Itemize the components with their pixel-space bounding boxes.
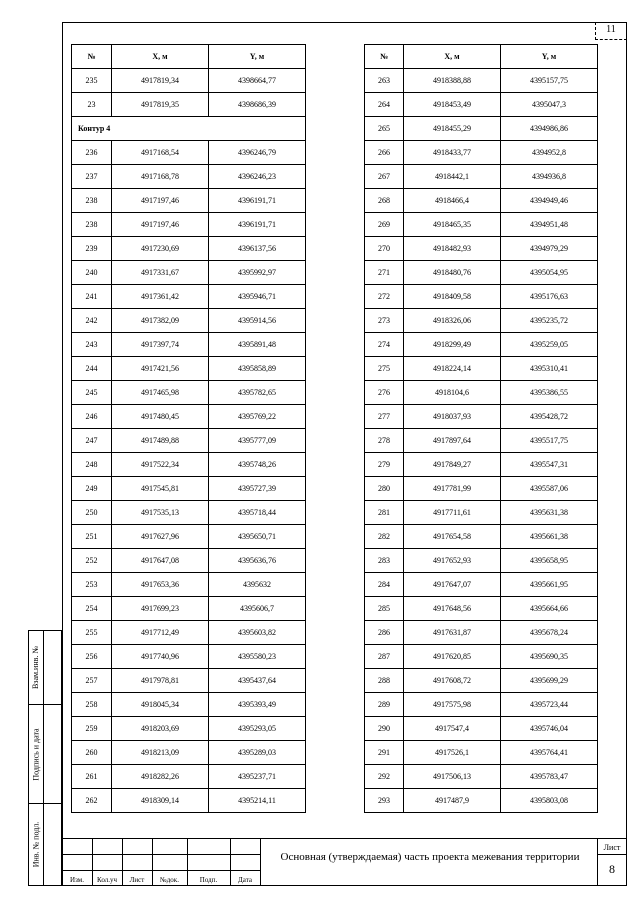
point-number: 251 xyxy=(72,525,112,549)
point-number: 247 xyxy=(72,429,112,453)
coord-x: 4918104,6 xyxy=(404,381,501,405)
side-label-inventory: Инв. № подл. xyxy=(31,821,41,868)
coord-y: 4395587,06 xyxy=(501,477,598,501)
table-row xyxy=(365,501,598,525)
coord-y: 4395517,75 xyxy=(501,429,598,453)
table-row xyxy=(365,573,598,597)
sheet-number: 8 xyxy=(609,862,615,876)
point-number: 242 xyxy=(72,309,112,333)
coord-x: 4918466,4 xyxy=(404,189,501,213)
point-number: 258 xyxy=(72,693,112,717)
sheet-label: Лист xyxy=(603,843,621,852)
coord-x: 4918037,93 xyxy=(404,405,501,429)
coord-x: 4917652,93 xyxy=(404,549,501,573)
point-number: 255 xyxy=(72,621,112,645)
page-number: 11 xyxy=(595,22,627,40)
table-row xyxy=(365,381,598,405)
coord-y: 4395237,71 xyxy=(209,765,306,789)
coord-y: 4395664,66 xyxy=(501,597,598,621)
point-number: 277 xyxy=(365,405,404,429)
table-row xyxy=(72,453,306,477)
coord-x: 4917648,56 xyxy=(404,597,501,621)
table-row xyxy=(72,309,306,333)
coord-x: 4918482,93 xyxy=(404,237,501,261)
point-number: 288 xyxy=(365,669,404,693)
coord-x: 4918224,14 xyxy=(404,357,501,381)
coord-x: 4917168,78 xyxy=(112,165,209,189)
table-row xyxy=(365,453,598,477)
coord-y: 4395157,75 xyxy=(501,69,598,93)
coord-x: 4917421,56 xyxy=(112,357,209,381)
coord-y: 4395176,63 xyxy=(501,285,598,309)
coord-x: 4917526,1 xyxy=(404,741,501,765)
table-row xyxy=(365,285,598,309)
coord-y: 4396191,71 xyxy=(209,213,306,237)
coord-y: 4395214,11 xyxy=(209,789,306,813)
coord-y: 4395650,71 xyxy=(209,525,306,549)
point-number: 263 xyxy=(365,69,404,93)
table-row xyxy=(72,285,306,309)
coord-y: 4395946,71 xyxy=(209,285,306,309)
table-row xyxy=(72,333,306,357)
coord-y: 4394951,48 xyxy=(501,213,598,237)
table-row xyxy=(72,69,306,93)
table-row xyxy=(365,693,598,717)
table-row xyxy=(365,213,598,237)
coord-x: 4917361,42 xyxy=(112,285,209,309)
coord-x: 4917197,46 xyxy=(112,189,209,213)
coord-x: 4917897,64 xyxy=(404,429,501,453)
coord-y: 4395914,56 xyxy=(209,309,306,333)
point-number: 243 xyxy=(72,333,112,357)
coord-y: 4395289,03 xyxy=(209,741,306,765)
coord-x: 4918455,29 xyxy=(404,117,501,141)
table-row xyxy=(72,621,306,645)
point-number: 260 xyxy=(72,741,112,765)
coord-y: 4395746,04 xyxy=(501,717,598,741)
coord-y: 4395580,23 xyxy=(209,645,306,669)
table-row xyxy=(72,405,306,429)
point-number: 272 xyxy=(365,285,404,309)
table-row xyxy=(72,141,306,165)
point-number: 246 xyxy=(72,405,112,429)
point-number: 244 xyxy=(72,357,112,381)
coord-x: 4917487,9 xyxy=(404,789,501,813)
coord-x: 4918045,34 xyxy=(112,693,209,717)
coord-x: 4917653,36 xyxy=(112,573,209,597)
table-row xyxy=(72,765,306,789)
coord-x: 4918433,77 xyxy=(404,141,501,165)
coord-x: 4917331,67 xyxy=(112,261,209,285)
point-number: 235 xyxy=(72,69,112,93)
point-number: 280 xyxy=(365,477,404,501)
point-number: 289 xyxy=(365,693,404,717)
table-row xyxy=(365,261,598,285)
table-row xyxy=(72,189,306,213)
header-x: X, м xyxy=(112,45,209,69)
coord-y: 4395769,22 xyxy=(209,405,306,429)
coord-y: 4395393,49 xyxy=(209,693,306,717)
point-number: 264 xyxy=(365,93,404,117)
point-number: 287 xyxy=(365,645,404,669)
point-number: 267 xyxy=(365,165,404,189)
table-row xyxy=(72,165,306,189)
coord-x: 4917631,87 xyxy=(404,621,501,645)
coord-y: 4395764,41 xyxy=(501,741,598,765)
side-stamp xyxy=(28,630,62,886)
coord-x: 4917608,72 xyxy=(404,669,501,693)
coord-y: 4395718,44 xyxy=(209,501,306,525)
coord-y: 4394936,8 xyxy=(501,165,598,189)
coord-y: 4395054,95 xyxy=(501,261,598,285)
coord-y: 4395858,89 xyxy=(209,357,306,381)
coord-y: 4395047,3 xyxy=(501,93,598,117)
coord-y: 4395606,7 xyxy=(209,597,306,621)
point-number: 293 xyxy=(365,789,404,813)
coordinates-table-left xyxy=(71,44,306,813)
stamp-col-count: Кол.уч xyxy=(97,876,117,884)
table-row xyxy=(72,693,306,717)
point-number: 292 xyxy=(365,765,404,789)
table-row xyxy=(72,381,306,405)
coord-y: 4395658,95 xyxy=(501,549,598,573)
point-number: 252 xyxy=(72,549,112,573)
table-row xyxy=(72,261,306,285)
coord-y: 4395293,05 xyxy=(209,717,306,741)
table-row xyxy=(365,69,598,93)
table-row xyxy=(72,237,306,261)
point-number: 282 xyxy=(365,525,404,549)
point-number: 262 xyxy=(72,789,112,813)
side-cell-inventory xyxy=(28,803,62,886)
coord-x: 4918299,49 xyxy=(404,333,501,357)
side-label-signature: Подпись и дата xyxy=(31,727,41,781)
table-row xyxy=(365,429,598,453)
coord-x: 4917711,61 xyxy=(404,501,501,525)
coord-y: 4396191,71 xyxy=(209,189,306,213)
coord-y: 4396137,56 xyxy=(209,237,306,261)
table-row xyxy=(365,789,598,813)
coord-x: 4917781,99 xyxy=(404,477,501,501)
coord-y: 4395678,24 xyxy=(501,621,598,645)
coord-x: 4917699,23 xyxy=(112,597,209,621)
point-number: 245 xyxy=(72,381,112,405)
coord-y: 4398686,39 xyxy=(209,93,306,117)
coord-x: 4917522,34 xyxy=(112,453,209,477)
side-cell-signature xyxy=(28,704,62,804)
table-row xyxy=(72,549,306,573)
point-number: 281 xyxy=(365,501,404,525)
coord-y: 4395690,35 xyxy=(501,645,598,669)
coord-y: 4395428,72 xyxy=(501,405,598,429)
coord-y: 4395603,82 xyxy=(209,621,306,645)
point-number: 240 xyxy=(72,261,112,285)
coord-y: 4395235,72 xyxy=(501,309,598,333)
point-number: 268 xyxy=(365,189,404,213)
coord-y: 4395661,38 xyxy=(501,525,598,549)
table-row xyxy=(365,549,598,573)
coord-y: 4395632 xyxy=(209,573,306,597)
header-number: № xyxy=(365,45,404,69)
point-number: 250 xyxy=(72,501,112,525)
table-row xyxy=(365,357,598,381)
point-number: 271 xyxy=(365,261,404,285)
coord-x: 4917506,13 xyxy=(404,765,501,789)
coord-x: 4917620,85 xyxy=(404,645,501,669)
stamp-col-change: Изм. xyxy=(70,876,84,884)
coord-y: 4395661,95 xyxy=(501,573,598,597)
coord-y: 4395783,47 xyxy=(501,765,598,789)
coord-x: 4917819,35 xyxy=(112,93,209,117)
point-number: 237 xyxy=(72,165,112,189)
stamp-col-signature: Подп. xyxy=(199,876,218,884)
table-row xyxy=(365,621,598,645)
point-number: 249 xyxy=(72,477,112,501)
point-number: 23 xyxy=(72,93,112,117)
point-number: 239 xyxy=(72,237,112,261)
coord-x: 4918465,35 xyxy=(404,213,501,237)
table-row xyxy=(365,333,598,357)
coord-y: 4395803,08 xyxy=(501,789,598,813)
coord-x: 4917230,69 xyxy=(112,237,209,261)
coord-x: 4917647,08 xyxy=(112,549,209,573)
table-row xyxy=(365,765,598,789)
point-number: 236 xyxy=(72,141,112,165)
table-row xyxy=(365,741,598,765)
header-number: № xyxy=(72,45,112,69)
coord-y: 4395777,09 xyxy=(209,429,306,453)
coord-y: 4395699,29 xyxy=(501,669,598,693)
coord-x: 4918442,1 xyxy=(404,165,501,189)
table-row xyxy=(365,117,598,141)
point-number: 259 xyxy=(72,717,112,741)
coord-x: 4917480,45 xyxy=(112,405,209,429)
point-number: 273 xyxy=(365,309,404,333)
coord-y: 4395992,97 xyxy=(209,261,306,285)
point-number: 279 xyxy=(365,453,404,477)
point-number: 274 xyxy=(365,333,404,357)
coord-x: 4917382,09 xyxy=(112,309,209,333)
point-number: 241 xyxy=(72,285,112,309)
point-number: 248 xyxy=(72,453,112,477)
contour-row xyxy=(72,117,306,141)
coord-x: 4917819,34 xyxy=(112,69,209,93)
table-row xyxy=(365,141,598,165)
point-number: 253 xyxy=(72,573,112,597)
coord-x: 4918480,76 xyxy=(404,261,501,285)
coord-x: 4917197,46 xyxy=(112,213,209,237)
point-number: 285 xyxy=(365,597,404,621)
coord-x: 4918326,06 xyxy=(404,309,501,333)
coord-y: 4394979,29 xyxy=(501,237,598,261)
point-number: 276 xyxy=(365,381,404,405)
coord-x: 4917397,74 xyxy=(112,333,209,357)
header-y: Y, м xyxy=(209,45,306,69)
header-y: Y, м xyxy=(501,45,598,69)
coord-y: 4398664,77 xyxy=(209,69,306,93)
coord-x: 4917647,07 xyxy=(404,573,501,597)
table-row xyxy=(365,597,598,621)
document-title: Основная (утверждаемая) часть проекта межевания территории xyxy=(280,851,580,863)
table-row xyxy=(72,597,306,621)
table-row xyxy=(72,357,306,381)
coord-y: 4395723,44 xyxy=(501,693,598,717)
table-row xyxy=(365,525,598,549)
point-number: 269 xyxy=(365,213,404,237)
point-number: 286 xyxy=(365,621,404,645)
table-row xyxy=(365,237,598,261)
table-row xyxy=(365,165,598,189)
coord-y: 4395310,41 xyxy=(501,357,598,381)
coord-x: 4918213,09 xyxy=(112,741,209,765)
table-row xyxy=(72,789,306,813)
side-cell-replacement xyxy=(28,630,62,705)
coord-x: 4918203,69 xyxy=(112,717,209,741)
coord-y: 4395891,48 xyxy=(209,333,306,357)
coord-y: 4395782,65 xyxy=(209,381,306,405)
coord-x: 4918409,58 xyxy=(404,285,501,309)
point-number: 261 xyxy=(72,765,112,789)
table-row xyxy=(72,525,306,549)
coordinates-table-right xyxy=(364,44,598,813)
point-number: 256 xyxy=(72,645,112,669)
point-number: 283 xyxy=(365,549,404,573)
coord-x: 4917535,13 xyxy=(112,501,209,525)
header-x: X, м xyxy=(404,45,501,69)
table-row xyxy=(72,741,306,765)
coord-x: 4917547,4 xyxy=(404,717,501,741)
coord-y: 4394949,46 xyxy=(501,189,598,213)
point-number: 284 xyxy=(365,573,404,597)
table-row xyxy=(72,93,306,117)
side-label-replacement: Взам.инв. № xyxy=(31,645,41,690)
table-row xyxy=(72,501,306,525)
coord-y: 4395748,26 xyxy=(209,453,306,477)
table-row xyxy=(365,645,598,669)
point-number: 278 xyxy=(365,429,404,453)
point-number: 275 xyxy=(365,357,404,381)
table-row xyxy=(365,309,598,333)
coord-y: 4395727,39 xyxy=(209,477,306,501)
coord-x: 4917740,96 xyxy=(112,645,209,669)
coord-x: 4918309,14 xyxy=(112,789,209,813)
point-number: 265 xyxy=(365,117,404,141)
point-number: 257 xyxy=(72,669,112,693)
table-row xyxy=(72,717,306,741)
coord-x: 4917627,96 xyxy=(112,525,209,549)
table-row xyxy=(365,189,598,213)
coord-x: 4917465,98 xyxy=(112,381,209,405)
stamp-col-sheet: Лист xyxy=(129,876,145,884)
coord-y: 4395259,05 xyxy=(501,333,598,357)
table-row xyxy=(72,669,306,693)
point-number: 290 xyxy=(365,717,404,741)
coord-x: 4917712,49 xyxy=(112,621,209,645)
coord-x: 4917575,98 xyxy=(404,693,501,717)
stamp-col-doc: №док. xyxy=(160,876,179,884)
coord-x: 4917489,88 xyxy=(112,429,209,453)
table-row xyxy=(72,429,306,453)
point-number: 238 xyxy=(72,213,112,237)
coord-x: 4917849,27 xyxy=(404,453,501,477)
coord-x: 4917654,58 xyxy=(404,525,501,549)
stamp-col-date: Дата xyxy=(238,876,252,884)
coord-x: 4917545,81 xyxy=(112,477,209,501)
coord-y: 4395547,31 xyxy=(501,453,598,477)
point-number: 266 xyxy=(365,141,404,165)
table-row xyxy=(72,645,306,669)
coord-x: 4918282,26 xyxy=(112,765,209,789)
table-row xyxy=(365,717,598,741)
coord-y: 4394986,86 xyxy=(501,117,598,141)
coord-y: 4395631,38 xyxy=(501,501,598,525)
table-row xyxy=(72,213,306,237)
point-number: 238 xyxy=(72,189,112,213)
table-row xyxy=(365,93,598,117)
table-row xyxy=(72,477,306,501)
table-row xyxy=(365,405,598,429)
table-row xyxy=(365,669,598,693)
coord-x: 4917168,54 xyxy=(112,141,209,165)
coord-y: 4394952,8 xyxy=(501,141,598,165)
point-number: 270 xyxy=(365,237,404,261)
coord-y: 4396246,79 xyxy=(209,141,306,165)
contour-label: Контур 4 xyxy=(72,117,306,141)
coord-y: 4395636,76 xyxy=(209,549,306,573)
coord-y: 4396246,23 xyxy=(209,165,306,189)
coord-x: 4917978,81 xyxy=(112,669,209,693)
coord-x: 4918453,49 xyxy=(404,93,501,117)
table-row xyxy=(365,477,598,501)
table-row xyxy=(72,573,306,597)
coord-x: 4918388,88 xyxy=(404,69,501,93)
point-number: 254 xyxy=(72,597,112,621)
point-number: 291 xyxy=(365,741,404,765)
coord-y: 4395386,55 xyxy=(501,381,598,405)
title-block xyxy=(62,838,627,886)
coord-y: 4395437,64 xyxy=(209,669,306,693)
